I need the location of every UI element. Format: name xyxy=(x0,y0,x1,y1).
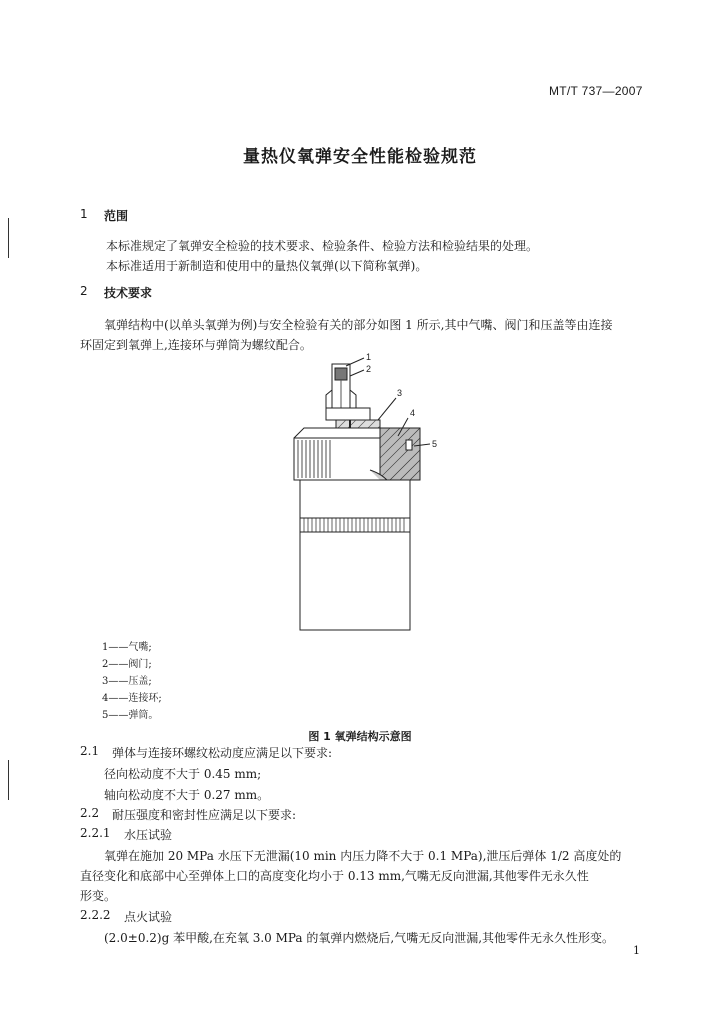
scan-edge-mark xyxy=(8,760,9,800)
standard-code: MT/T 737—2007 xyxy=(549,84,643,98)
clause-2-2-2-line-1: (2.0±0.2)g 苯甲酸,在充氧 3.0 MPa 的氧弹内燃烧后,气嘴无反向泄漏,其他零件无永久性形变。 xyxy=(104,931,615,945)
callout-3: 3 xyxy=(397,388,403,398)
section-2-paragraph-line-2: 环固定到氧弹上,连接环与弹筒为螺纹配合。 xyxy=(80,338,312,352)
section-2-paragraph-line-1: 氧弹结构中(以单头氧弹为例)与安全检验有关的部分如图 1 所示,其中气嘴、阀门和压盖等由连接 xyxy=(104,318,613,332)
clause-2-1-line-1: 径向松动度不大于 0.45 mm; xyxy=(104,767,262,781)
clause-2-2-1-number: 2.2.1 xyxy=(80,826,111,840)
legend-number: 2 xyxy=(102,659,109,670)
legend-text: 气嘴; xyxy=(128,642,152,653)
section-2-number: 2 xyxy=(80,284,88,298)
figure-caption: 图 1 氧弹结构示意图 xyxy=(308,730,412,743)
callout-5: 5 xyxy=(432,439,438,449)
legend-dash: —— xyxy=(108,710,129,721)
clause-2-2-2-number: 2.2.2 xyxy=(80,908,111,922)
clause-2-2-2-text: 点火试验 xyxy=(124,910,173,924)
legend-dash: —— xyxy=(108,659,129,670)
callout-1: 1 xyxy=(366,352,372,362)
clause-2-2-1-line-3: 形变。 xyxy=(80,889,117,903)
page-title: 量热仪氧弹安全性能检验规范 xyxy=(243,147,477,167)
clause-2-2-1-text: 水压试验 xyxy=(124,828,173,842)
clause-2-1-line-2: 轴向松动度不大于 0.27 mm。 xyxy=(104,788,270,802)
legend-item xyxy=(102,689,162,704)
legend-text: 连接环; xyxy=(128,693,162,704)
legend-text: 压盖; xyxy=(128,676,152,687)
legend-number: 5 xyxy=(102,710,109,721)
legend-number: 1 xyxy=(102,642,109,653)
legend-item xyxy=(102,638,152,653)
clause-2-2-1-line-2: 直径变化和底部中心至弹体上口的高度变化均小于 0.13 mm,气嘴无反向泄漏,其他零件无永久性 xyxy=(80,869,589,883)
legend-dash: —— xyxy=(108,693,129,704)
section-1-paragraph-2: 本标准适用于新制造和使用中的量热仪氧弹(以下简称氧弹)。 xyxy=(106,259,428,273)
legend-text: 弹筒。 xyxy=(128,710,159,721)
legend-item xyxy=(102,706,158,721)
clause-2-1-text: 弹体与连接环螺纹松动度应满足以下要求: xyxy=(112,746,333,760)
clause-2-1-number: 2.1 xyxy=(80,744,100,758)
section-1-number: 1 xyxy=(80,207,88,221)
legend-item xyxy=(102,655,152,670)
page-number: 1 xyxy=(633,944,640,957)
section-1-paragraph-1: 本标准规定了氧弹安全检验的技术要求、检验条件、检验方法和检验结果的处理。 xyxy=(106,239,539,253)
section-1-heading: 范围 xyxy=(104,209,129,223)
callout-4: 4 xyxy=(410,408,416,418)
legend-text: 阀门; xyxy=(128,659,152,670)
legend-number: 3 xyxy=(102,676,109,687)
clause-2-2-text: 耐压强度和密封性应满足以下要求: xyxy=(112,808,297,822)
scan-edge-mark xyxy=(8,218,9,258)
legend-number: 4 xyxy=(102,693,109,704)
callout-2: 2 xyxy=(366,364,372,374)
oxygen-bomb-diagram xyxy=(280,350,460,640)
legend-item xyxy=(102,672,152,687)
clause-2-2-1-line-1: 氧弹在施加 20 MPa 水压下无泄漏(10 min 内压力降不大于 0.1 MPa),泄压后弹体 1/2 高度处的 xyxy=(104,849,622,863)
section-2-heading: 技术要求 xyxy=(104,286,153,300)
legend-dash: —— xyxy=(108,642,129,653)
legend-dash: —— xyxy=(108,676,129,687)
clause-2-2-number: 2.2 xyxy=(80,806,100,820)
